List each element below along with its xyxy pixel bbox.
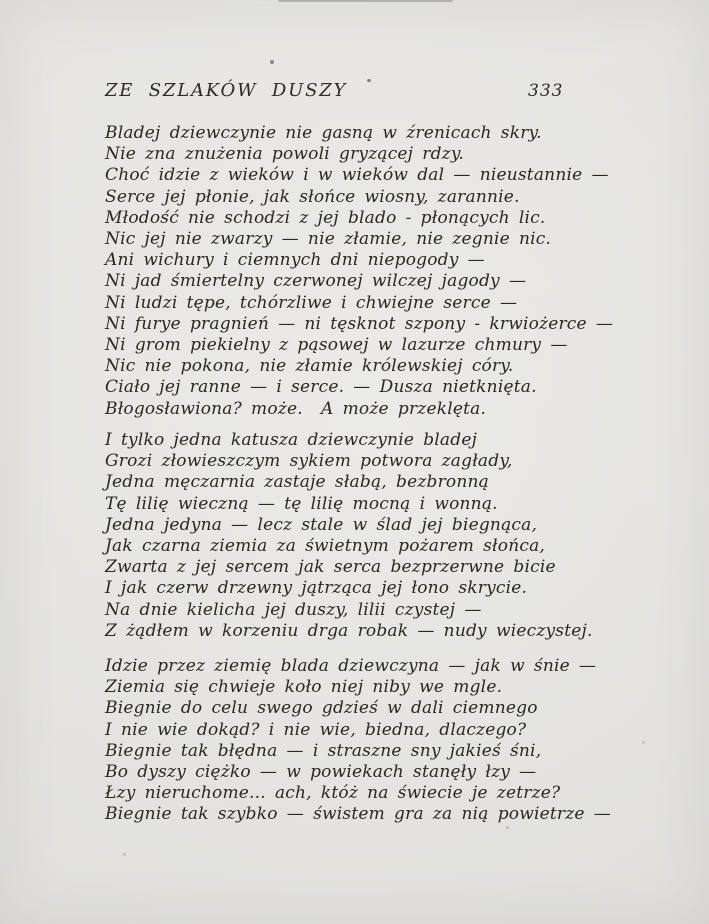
page-header [105, 80, 629, 104]
poem-line: Ni grom piekielny z pąsowej w lazurze chmury — [105, 335, 568, 356]
poem-line: I nie wie dokąd? i nie wie, biedna, dlaczego? [105, 719, 527, 740]
poem-line: Tę lilię wieczną — tę lilię mocną i wonną. [105, 493, 498, 514]
poem-line: Ciało jej ranne — i serce. — Dusza nietknięta. [105, 377, 537, 398]
poem-line: Biegnie tak szybko — świstem gra za nią powietrze — [105, 804, 611, 825]
poem-line: Ni ludzi tępe, tchórzliwe i chwiejne serce — [105, 292, 518, 313]
poem-line: Bo dyszy ciężko — w powiekach stanęły łzy — [105, 762, 537, 783]
poem-line: I jak czerw drzewny jątrząca jej łono skrycie. [105, 578, 528, 599]
poem-line: Idzie przez ziemię blada dziewczyna — jak w śnie — [105, 656, 597, 676]
poem-line: Jedna męczarnia zastaje słabą, bezbronną [105, 472, 489, 493]
poem-line: Młodość nie schodzi z jej blado - płonących lic. [105, 207, 546, 228]
scan-edge-smudge [278, 0, 453, 2]
page-number: 333 [528, 81, 564, 101]
poem-line: Ziemia się chwieje koło niej niby we mgle. [105, 677, 503, 698]
poem-line: Nie zna znużenia powoli gryzącej rdzy. [105, 144, 464, 165]
poem-line: Zwarta z jej sercem jak serca bezprzerwne bicie [105, 557, 556, 578]
poem-line: Nic nie pokona, nie złamie królewskiej córy. [105, 356, 514, 377]
paper-speck [506, 826, 509, 829]
poem-line: Ni furye pragnień — ni tęsknot szpony - krwiożerce — [105, 313, 614, 334]
poem-line: Biegnie tak błędna — i straszne sny jakieś śni, [105, 740, 542, 761]
running-title: ZE SZLAKÓW DUSZY [105, 80, 348, 101]
poem-line: Serce jej płonie, jak słońce wiosny, zarannie. [105, 186, 520, 207]
poem-stanza-3 [105, 656, 645, 826]
poem-line: Jak czarna ziemia za świetnym pożarem słońca, [105, 536, 546, 557]
poem-stanza-2 [105, 430, 645, 642]
poem-line: Bladej dziewczynie nie gasną w źrenicach skry. [105, 123, 542, 143]
poem-line: Biegnie do celu swego gdzieś w dali ciemnego [105, 698, 538, 719]
poem-line: Choć idzie z wieków i w wieków dal — nieustannie — [105, 165, 609, 186]
poem-line: Na dnie kielicha jej duszy, lilii czystej — [105, 599, 482, 620]
paper-speck [270, 60, 274, 64]
poem-line: I tylko jedna katusza dziewczynie bladej [105, 430, 478, 450]
poem-line: Z żądłem w korzeniu drga robak — nudy wieczystej. [105, 620, 593, 641]
poem-line: Nic jej nie zwarzy — nie złamie, nie zegnie nic. [105, 229, 552, 250]
poem-line: Jedna jedyna — lecz stale w ślad jej biegnąca, [105, 514, 538, 535]
poem-line: Ani wichury i ciemnych dni niepogody — [105, 250, 485, 271]
poem-stanza-1 [105, 123, 645, 420]
paper-speck [123, 853, 126, 856]
poem-line: Błogosławiona? może. A może przeklęta. [105, 398, 487, 419]
poem-line: Grozi złowieszczym sykiem potwora zagłady, [105, 451, 513, 472]
poem-line: Ni jad śmiertelny czerwonej wilczej jagody — [105, 271, 527, 292]
poem-line: Łzy nieruchome... ach, któż na świecie je zetrze? [105, 783, 561, 804]
